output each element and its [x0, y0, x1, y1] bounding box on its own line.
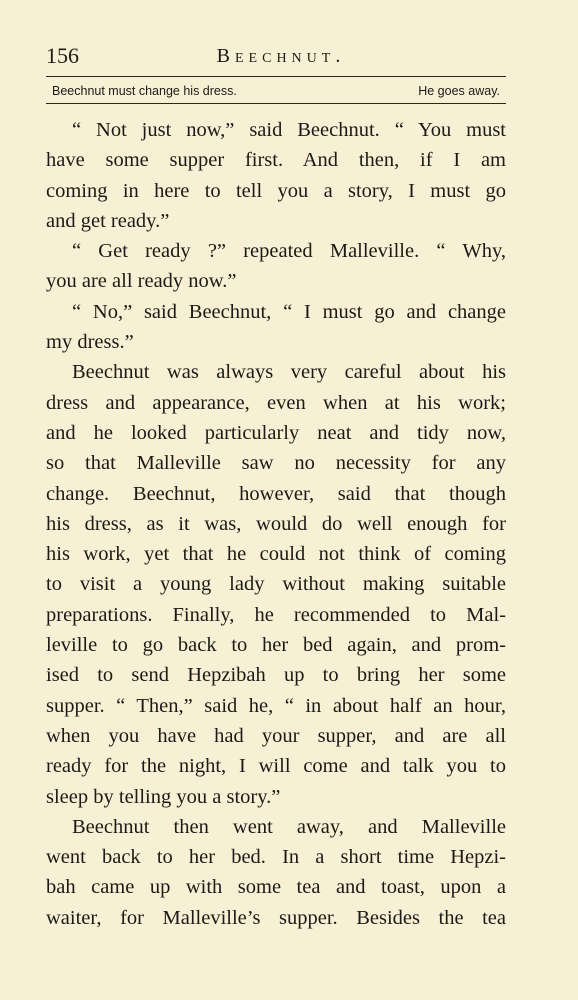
running-head: [46, 43, 506, 73]
text-line: and he looked particularly neat and tidy now,: [46, 421, 506, 444]
text-line: preparations. Finally, he recommended to Mal-: [46, 603, 506, 626]
text-line: “ No,” said Beechnut, “ I must go and change: [72, 300, 506, 323]
text-line: when you have had your supper, and are all: [46, 724, 506, 747]
text-line: my dress.”: [46, 331, 134, 354]
text-line: “ Not just now,” said Beechnut. “ You must: [72, 119, 506, 141]
text-line: his work, yet that he could not think of coming: [46, 543, 506, 566]
text-line: sleep by telling you a story.”: [46, 785, 281, 808]
book-title: Beechnut.: [216, 45, 346, 67]
text-line: “ Get ready ?” repeated Malleville. “ Why,: [72, 240, 506, 263]
text-line: ready for the night, I will come and talk you to: [46, 755, 506, 778]
section-subheads: [52, 81, 500, 101]
text-line: waiter, for Malleville’s supper. Besides the tea: [46, 906, 506, 929]
text-line: his dress, as it was, would do well enough for: [46, 512, 506, 535]
text-line: Beechnut then went away, and Malleville: [72, 815, 506, 838]
text-line: supper. “ Then,” said he, “ in about half an hour,: [46, 694, 506, 717]
text-line: coming in here to tell you a story, I must go: [46, 179, 506, 202]
text-line: have some supper first. And then, if I am: [46, 149, 506, 172]
text-line: went back to her bed. In a short time Hepzi-: [46, 846, 506, 869]
text-line: leville to go back to her bed again, and prom-: [46, 634, 506, 657]
text-line: and get ready.”: [46, 209, 170, 232]
text-line: you are all ready now.”: [46, 270, 237, 293]
text-line: bah came up with some tea and toast, upon a: [46, 876, 506, 899]
subhead-rule: [46, 103, 506, 104]
subhead-right: He goes away.: [418, 84, 500, 98]
text-line: ised to send Hepzibah up to bring her some: [46, 664, 506, 687]
header-rule: [46, 76, 506, 77]
subhead-left: Beechnut must change his dress.: [52, 84, 237, 98]
text-line: so that Malleville saw no necessity for any: [46, 452, 506, 475]
text-line: to visit a young lady without making suitable: [46, 573, 506, 596]
text-line: change. Beechnut, however, said that though: [46, 482, 506, 505]
page-number: 156: [46, 43, 79, 68]
body-text: [46, 115, 506, 933]
text-line: dress and appearance, even when at his work;: [46, 391, 506, 414]
text-line: Beechnut was always very careful about his: [72, 361, 506, 384]
